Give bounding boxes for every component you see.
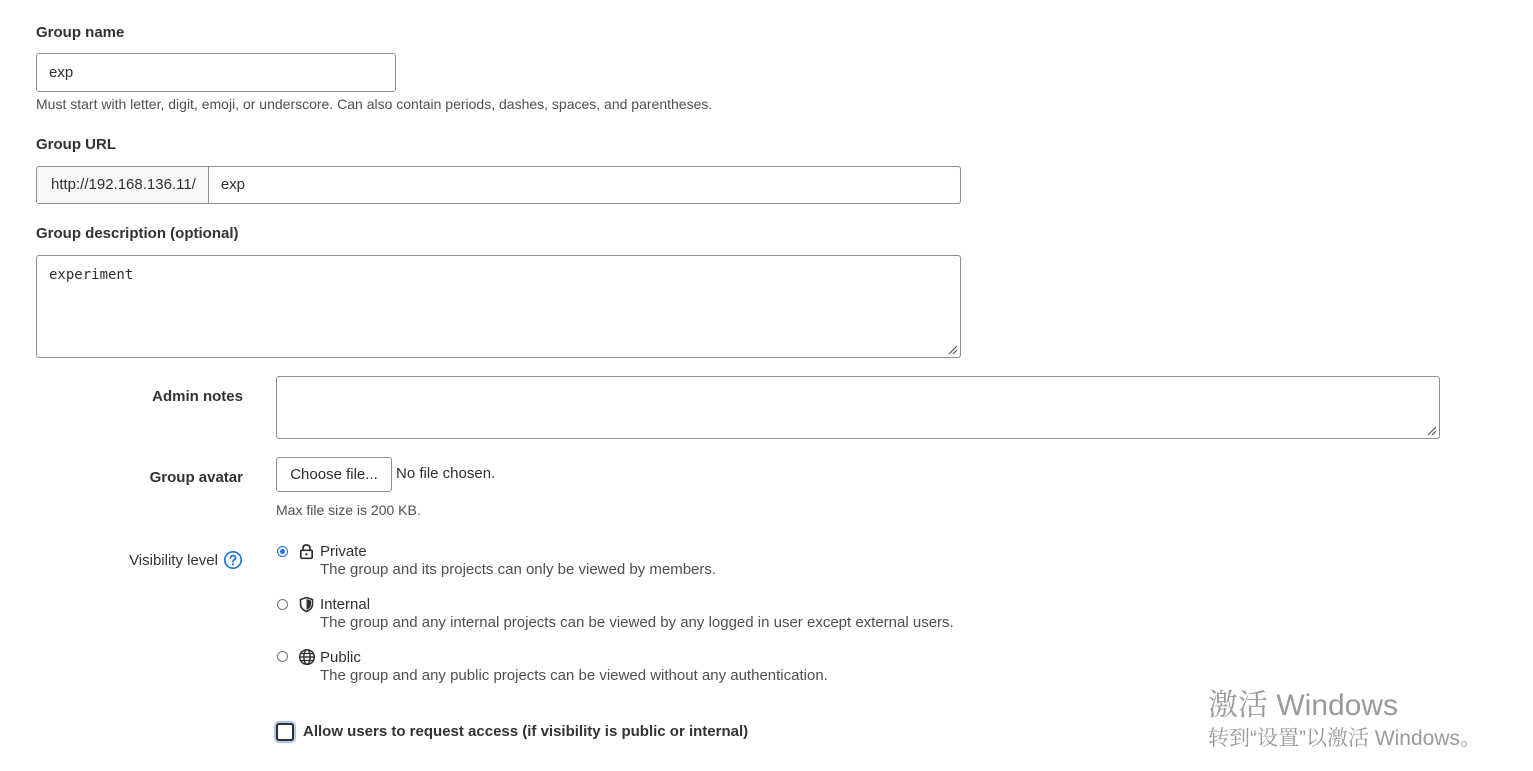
group-url-label: Group URL xyxy=(36,136,116,153)
visibility-radio-private[interactable] xyxy=(277,546,288,557)
group-description-value: experiment xyxy=(49,267,134,283)
visibility-radio-internal[interactable] xyxy=(277,599,288,610)
activation-watermark-title: 激活 Windows xyxy=(1208,689,1399,722)
group-description-textarea[interactable] xyxy=(36,255,961,358)
visibility-label-wrap xyxy=(60,550,243,570)
file-status-text: No file chosen. xyxy=(396,465,496,482)
avatar-size-help: Max file size is 200 KB. xyxy=(276,502,421,518)
group-url-input-group xyxy=(36,166,961,204)
resize-grip-icon[interactable] xyxy=(1425,424,1437,436)
activation-watermark-subtitle: 转到“设置”以激活 Windows。 xyxy=(1208,727,1482,750)
group-name-label: Group name xyxy=(36,24,125,41)
admin-notes-textarea[interactable] xyxy=(276,376,1440,439)
visibility-radio-public[interactable] xyxy=(277,651,288,662)
group-avatar-label: Group avatar xyxy=(149,469,243,486)
resize-grip-icon[interactable] xyxy=(946,343,958,355)
visibility-public-description: The group and any public projects can be viewed without any authentication. xyxy=(320,667,828,684)
group-name-help: Must start with letter, digit, emoji, or underscore. Can also contain periods, dashes, spaces, and parentheses. xyxy=(36,96,713,112)
group-name-input[interactable]: exp xyxy=(36,53,396,92)
visibility-private-description: The group and its projects can only be viewed by members. xyxy=(320,561,717,578)
request-access-checkbox[interactable] xyxy=(276,723,294,741)
admin-notes-label: Admin notes xyxy=(152,388,243,405)
visibility-label: Visibility level xyxy=(129,551,218,569)
globe-icon xyxy=(298,648,316,666)
visibility-internal-title: Internal xyxy=(320,596,371,613)
shield-icon xyxy=(298,596,315,613)
visibility-internal-description: The group and any internal projects can be viewed by any logged in user except external users. xyxy=(320,614,954,631)
visibility-public-title: Public xyxy=(320,649,361,666)
choose-file-button[interactable]: Choose file... xyxy=(276,457,392,492)
request-access-label[interactable]: Allow users to request access (if visibility is public or internal) xyxy=(303,723,749,740)
group-description-label: Group description (optional) xyxy=(36,225,239,242)
question-circle-icon[interactable] xyxy=(223,550,243,570)
group-url-prefix: http://192.168.136.11/ xyxy=(37,167,209,203)
group-url-path-input[interactable]: exp xyxy=(220,176,246,193)
lock-icon xyxy=(298,543,315,560)
visibility-private-title: Private xyxy=(320,543,367,560)
